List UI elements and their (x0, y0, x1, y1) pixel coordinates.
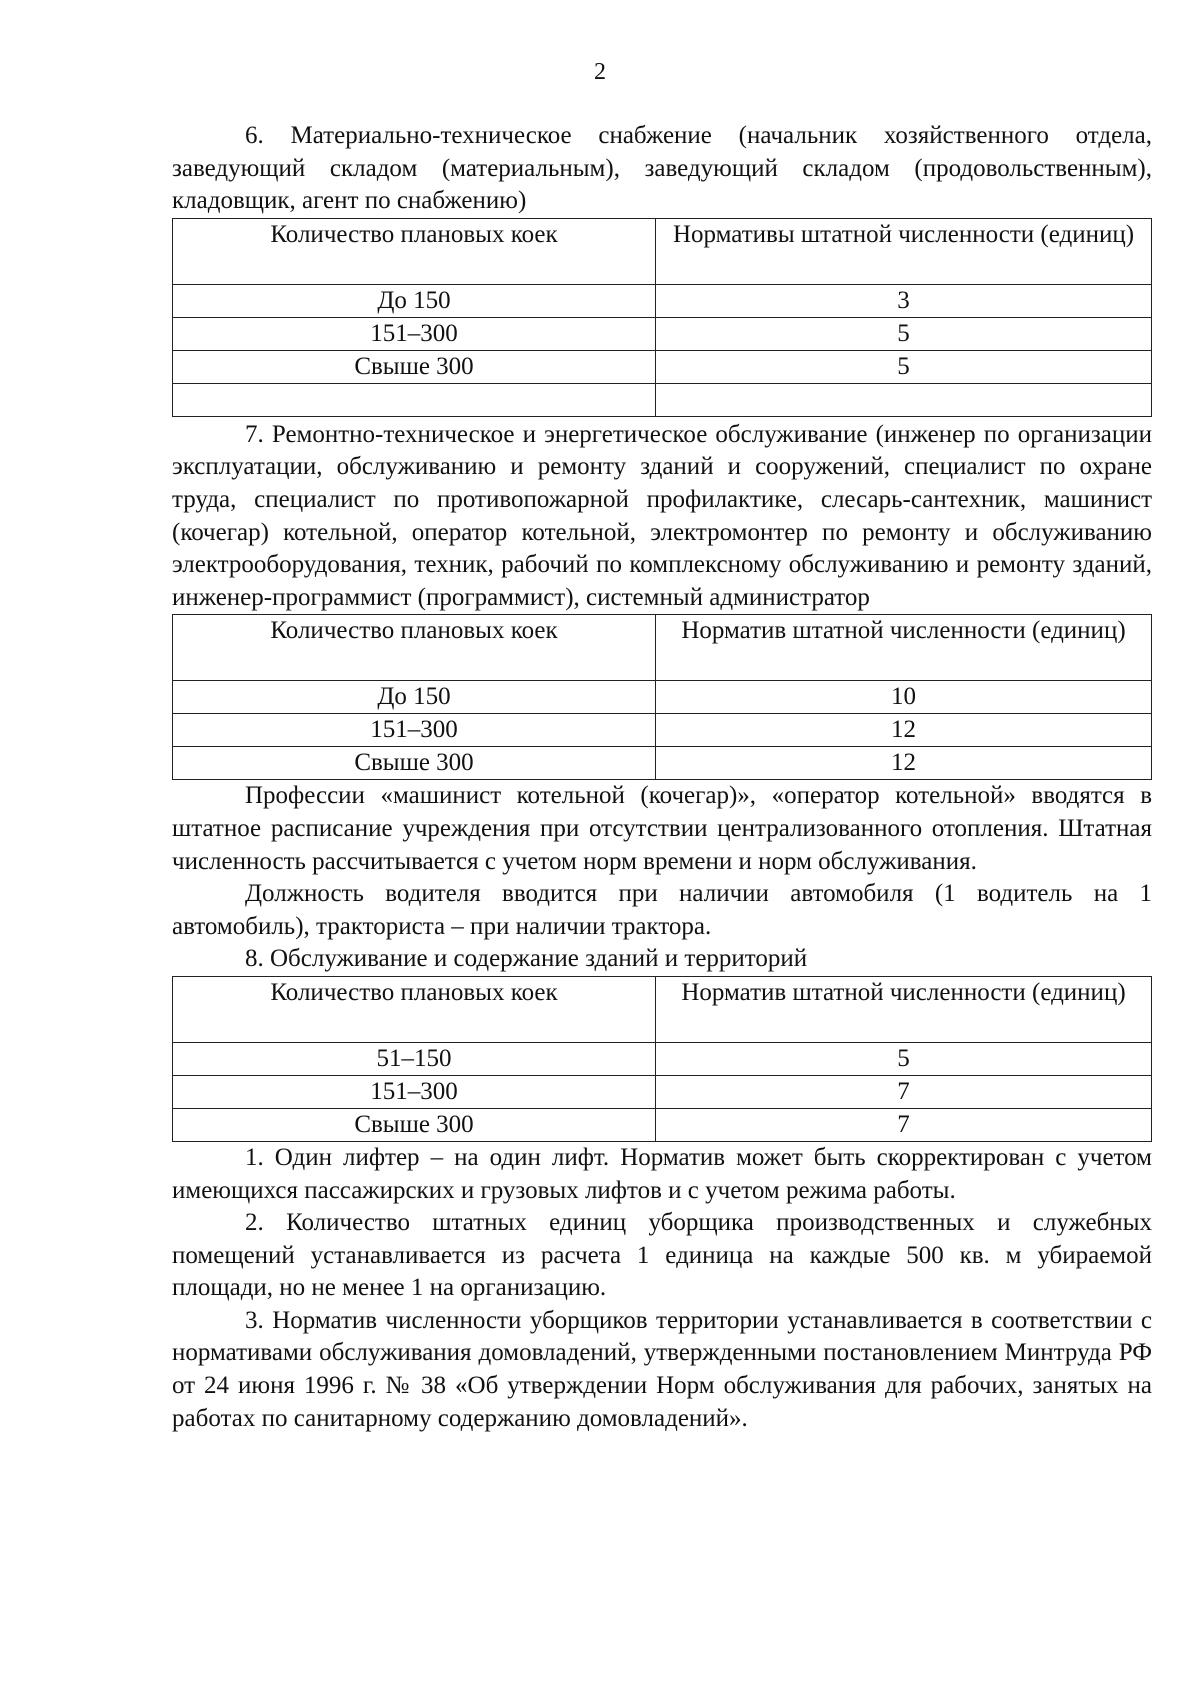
section-6-heading: 6. Материально-техническое снабжение (начальник хозяйственного отдела, заведующий складом (материальным), заведующий складом (продовольственным), кладовщик, агент по снабжению) (172, 122, 1152, 215)
cell-beds: 151–300 (173, 714, 656, 747)
cell-beds: 151–300 (173, 1075, 656, 1108)
cell-norm: 12 (656, 714, 1152, 747)
cell-norm (656, 383, 1152, 416)
header-norm: Нормативы штатной численности (единиц) (656, 218, 1152, 284)
page-number: 2 (594, 59, 606, 85)
cell-beds: До 150 (173, 681, 656, 714)
section-7-table (172, 614, 1152, 780)
table-row (173, 1075, 1152, 1108)
table-row (173, 747, 1152, 780)
cell-norm: 3 (656, 284, 1152, 317)
table-row (173, 284, 1152, 317)
header-norm: Норматив штатной численности (единиц) (656, 976, 1152, 1042)
cell-norm: 10 (656, 681, 1152, 714)
cell-norm: 7 (656, 1108, 1152, 1141)
header-beds: Количество плановых коек (173, 976, 656, 1042)
cell-norm: 5 (656, 350, 1152, 383)
cell-norm: 7 (656, 1075, 1152, 1108)
driver-note: Должность водителя вводится при наличии автомобиля (1 водитель на 1 автомобиль), тракториста – при наличии трактора. (172, 880, 1152, 940)
header-norm: Норматив штатной численности (единиц) (656, 615, 1152, 681)
table-header-row (173, 218, 1152, 284)
header-beds: Количество плановых коек (173, 615, 656, 681)
table-header-row (173, 976, 1152, 1042)
cell-beds: Свыше 300 (173, 350, 656, 383)
cell-norm: 5 (656, 317, 1152, 350)
cell-norm: 5 (656, 1042, 1152, 1075)
table-row (173, 714, 1152, 747)
cell-beds: 51–150 (173, 1042, 656, 1075)
table-header-row (173, 615, 1152, 681)
document-body (172, 120, 1152, 1435)
table-row (173, 317, 1152, 350)
header-beds: Количество плановых коек (173, 218, 656, 284)
cell-beds: 151–300 (173, 317, 656, 350)
lift-operator-note: 1. Один лифтер – на один лифт. Норматив может быть скорректирован с учетом имеющихся пассажирских и грузовых лифтов и с учетом режима работы. (172, 1143, 1152, 1204)
section-8-table (172, 976, 1152, 1142)
boiler-note: Профессии «машинист котельной (кочегар)», «оператор котельной» вводятся в штатное расписание учреждения при отсутствии централизованного отопления. Штатная численность рассчитывается с учетом норм времени и норм обслуживания. (172, 782, 1152, 875)
table-row (173, 681, 1152, 714)
cell-beds (173, 383, 656, 416)
section-6-table (172, 218, 1152, 417)
cell-beds: Свыше 300 (173, 1108, 656, 1141)
cell-beds: Свыше 300 (173, 747, 656, 780)
territory-cleaner-note: 3. Норматив численности уборщиков территории устанавливается в соответствии с нормативами обслуживания домовладений, утвержденными постановлением Минтруда РФ от 24 июня 1996 г. № 38 «Об утверждении Норм обслуживания для рабочих, занятых на работах по санитарному содержанию домовладений». (172, 1306, 1152, 1432)
cell-beds: До 150 (173, 284, 656, 317)
table-row-empty (173, 383, 1152, 416)
cell-norm: 12 (656, 747, 1152, 780)
section-7-heading: 7. Ремонтно-техническое и энергетическое обслуживание (инженер по организации эксплуатации, обслуживанию и ремонту зданий и сооружений, специалист по охране труда, специалист по противопожарной профилактике, слесарь-сантехник, машинист (кочегар) котельной, оператор котельной, электромонтер по ремонту и обслуживанию электрооборудования, техник, рабочий по комплексному обслуживанию и ремонту зданий, инженер-программист (программист), системный администратор (172, 420, 1152, 611)
table-row (173, 1042, 1152, 1075)
cleaner-note: 2. Количество штатных единиц уборщика производственных и служебных помещений устанавливается из расчета 1 единица на каждые 500 кв. м убираемой площади, но не менее 1 на организацию. (172, 1209, 1152, 1302)
table-row (173, 1108, 1152, 1141)
table-row (173, 350, 1152, 383)
section-8-heading: 8. Обслуживание и содержание зданий и территорий (245, 945, 808, 973)
